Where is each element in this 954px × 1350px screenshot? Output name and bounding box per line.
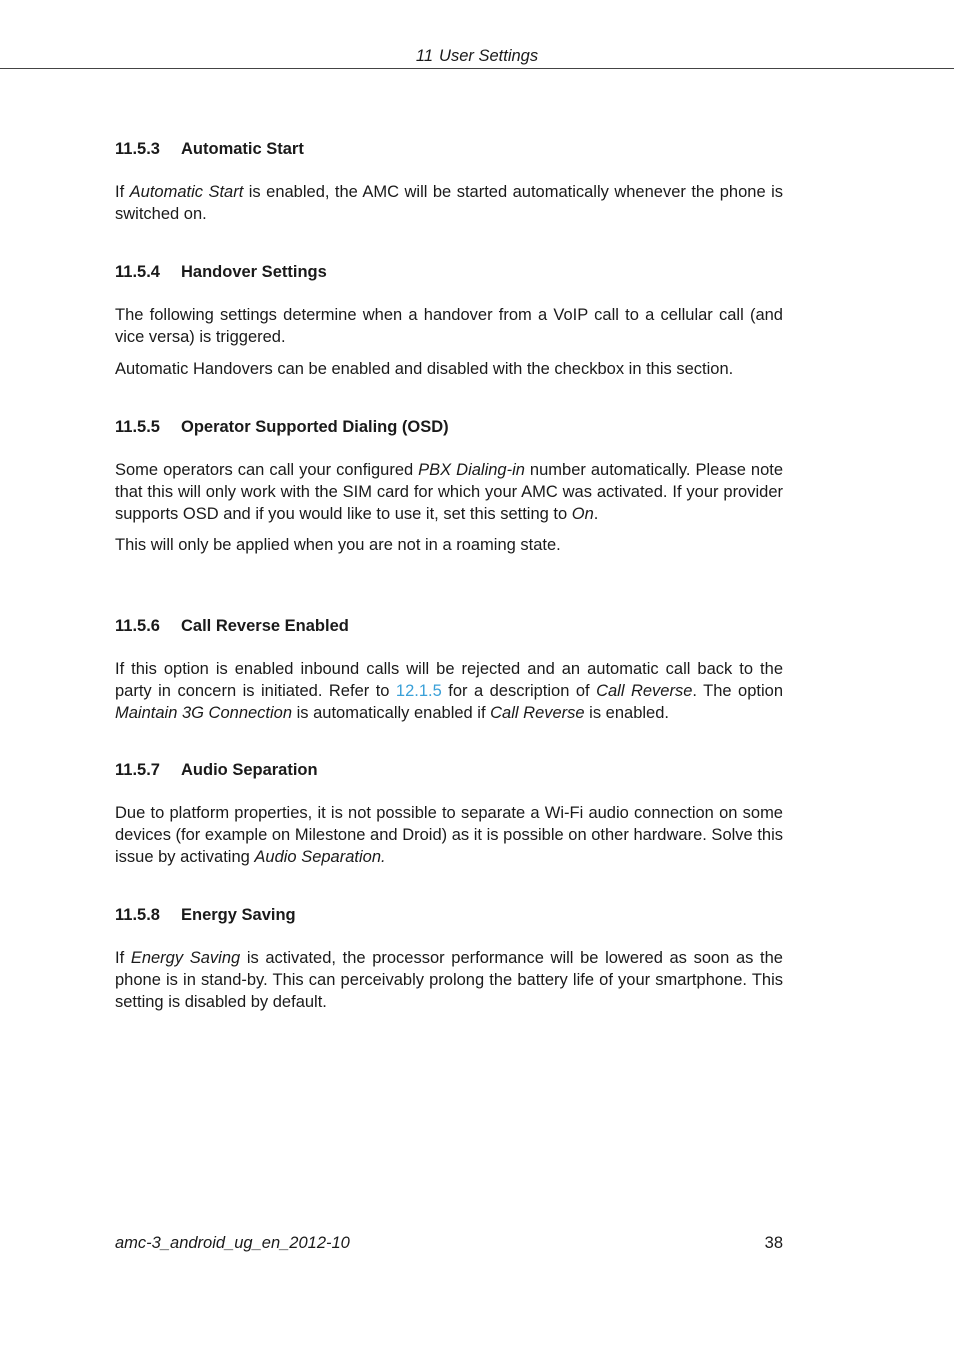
- emphasis: Call Reverse: [490, 703, 585, 722]
- emphasis: Energy Saving: [130, 949, 241, 967]
- text-run: . The option: [692, 681, 783, 700]
- footer-document-id: amc-3_android_ug_en_2012-10: [115, 1234, 350, 1252]
- section-call-reverse-enabled: [115, 616, 783, 724]
- chapter-number: 11: [415, 47, 434, 65]
- text-run: for a description of: [441, 681, 597, 700]
- text-run: Due to platform properties, it is not possible to separate a Wi-Fi audio connection on some devices (for example on Milestone and Droid) as it is possible on other hardware. Solve this issue by activating: [115, 804, 783, 866]
- section-heading: [115, 417, 783, 437]
- emphasis: Automatic Start: [129, 183, 244, 201]
- section-number: 11.5.6: [115, 617, 160, 635]
- section-audio-separation: [115, 760, 783, 868]
- section-title: Audio Separation: [181, 761, 318, 779]
- emphasis: Audio Separation.: [254, 847, 386, 866]
- section-title: Automatic Start: [181, 140, 304, 158]
- section-heading: [115, 139, 783, 159]
- text-run: number automatically. Please note that this will only work with the SIM card for which your AMC was activated. If your provider supports OSD and if you would like to use it, set this setting to: [115, 461, 784, 523]
- text-run: Some operators can call your configured: [115, 461, 419, 479]
- paragraph: Automatic Handovers can be enabled and disabled with the checkbox in this section.: [115, 359, 734, 378]
- emphasis: Maintain 3G Connection: [115, 703, 293, 722]
- section-osd: [115, 417, 783, 557]
- text-run: is automatically enabled if: [292, 703, 491, 722]
- section-number: 11.5.5: [115, 418, 160, 436]
- section-number: 11.5.3: [115, 140, 160, 158]
- section-number: 11.5.7: [115, 761, 160, 779]
- section-number: 11.5.4: [115, 263, 160, 281]
- section-number: 11.5.8: [115, 906, 160, 924]
- text-run: .: [593, 504, 599, 523]
- section-handover-settings: [115, 262, 783, 380]
- paragraph: [115, 948, 783, 1013]
- text-run: If: [115, 949, 131, 967]
- header-rule: [0, 68, 954, 69]
- paragraph: [115, 659, 783, 724]
- emphasis: Call Reverse: [596, 681, 693, 700]
- paragraph: [115, 460, 783, 525]
- section-heading: [115, 616, 783, 636]
- emphasis: PBX Dialing-in: [418, 461, 525, 479]
- section-heading: [115, 760, 783, 780]
- footer-page-number: 38: [764, 1234, 783, 1252]
- section-heading: [115, 262, 783, 282]
- paragraph: The following settings determine when a handover from a VoIP call to a cellular call (and vice versa) is triggered.: [115, 306, 783, 346]
- chapter-title: User Settings: [439, 47, 539, 65]
- section-energy-saving: [115, 905, 783, 1013]
- paragraph: [115, 182, 783, 226]
- text-run: If this option is enabled inbound calls will be rejected and an automatic call back to the party in concern is initiated. Refer to: [115, 660, 783, 700]
- section-title: Call Reverse Enabled: [181, 617, 349, 635]
- section-heading: [115, 905, 783, 925]
- section-title: Handover Settings: [181, 263, 327, 281]
- running-header: [0, 46, 954, 66]
- paragraph: This will only be applied when you are not in a roaming state.: [115, 536, 561, 555]
- paragraph: [115, 803, 783, 868]
- text-run: is enabled.: [584, 703, 669, 722]
- section-title: Energy Saving: [181, 906, 296, 924]
- cross-reference-link[interactable]: 12.1.5: [395, 681, 442, 700]
- section-title: Operator Supported Dialing (OSD): [181, 418, 449, 436]
- section-automatic-start: [115, 139, 783, 226]
- emphasis: On: [571, 504, 594, 523]
- text-run: If: [115, 183, 130, 201]
- text-run: is activated, the processor performance will be lowered as soon as the phone is in stand-by. This can perceivably prolong the battery life of your smartphone. This setting is disabled by default.: [115, 949, 783, 1011]
- text-run: is enabled, the AMC will be started automatically whenever the phone is switched on.: [115, 183, 783, 223]
